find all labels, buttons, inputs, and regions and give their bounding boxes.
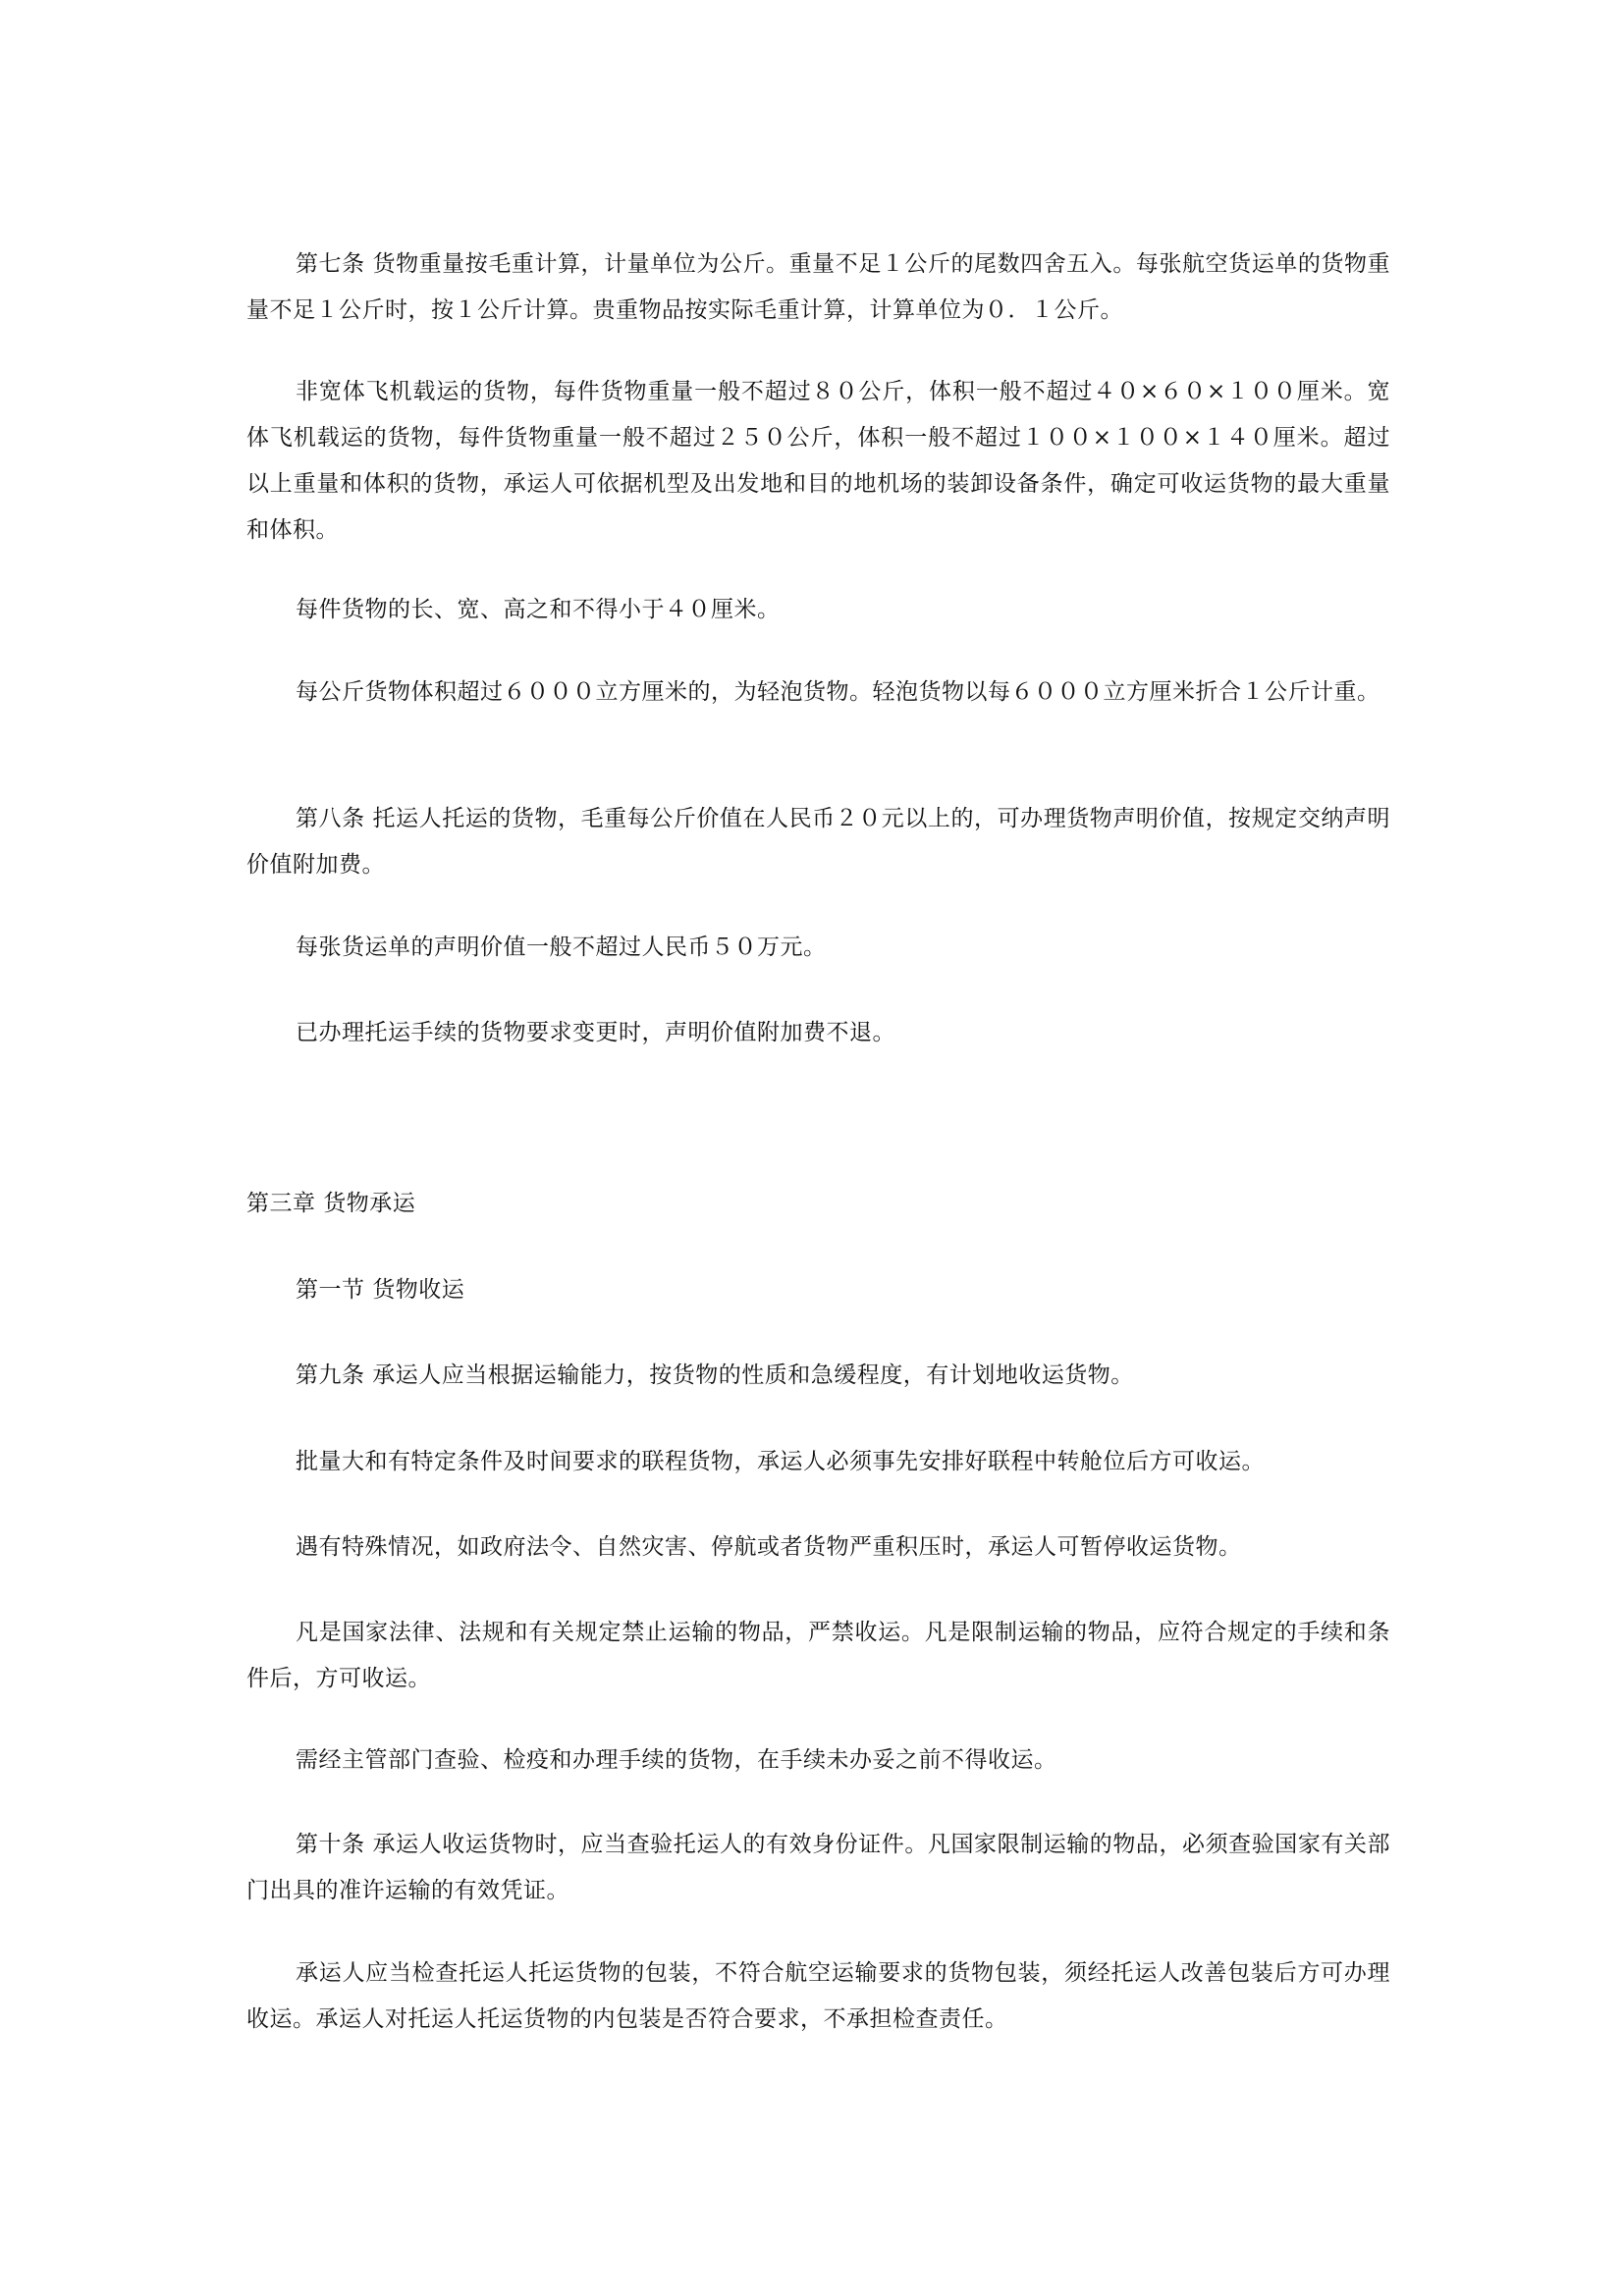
paragraph-article-8: 第八条 托运人托运的货物，毛重每公斤价值在人民币２０元以上的，可办理货物声明价值，按规定交纳声明价值附加费。 — [246, 806, 1390, 878]
paragraph-declared-value-limit: 每张货运单的声明价值一般不超过人民币５０万元。 — [296, 934, 827, 960]
paragraph-article-10: 第十条 承运人收运货物时，应当查验托运人的有效身份证件。凡国家限制运输的物品，必须查验国家有关部门出具的准许运输的有效凭证。 — [246, 1832, 1390, 1903]
paragraph-min-dimensions: 每件货物的长、宽、高之和不得小于４０厘米。 — [296, 597, 781, 622]
paragraph-prohibited-items: 凡是国家法律、法规和有关规定禁止运输的物品，严禁收运。凡是限制运输的物品，应符合规定的手续和条件后，方可收运。 — [246, 1620, 1390, 1691]
paragraph-article-7: 第七条 货物重量按毛重计算，计量单位为公斤。重量不足１公斤的尾数四舍五入。每张航空货运单的货物重量不足１公斤时，按１公斤计算。贵重物品按实际毛重计算，计算单位为０．１公斤。 — [246, 251, 1390, 323]
paragraph-surcharge-nonrefundable: 已办理托运手续的货物要求变更时，声明价值附加费不退。 — [296, 1020, 895, 1045]
paragraph-connecting-cargo: 批量大和有特定条件及时间要求的联程货物，承运人必须事先安排好联程中转舱位后方可收运。 — [296, 1449, 1265, 1474]
paragraph-packaging: 承运人应当检查托运人托运货物的包装，不符合航空运输要求的货物包装，须经托运人改善包装后方可办理收运。承运人对托运人托运货物的内包装是否符合要求，不承担检查责任。 — [246, 1960, 1390, 2032]
paragraph-inspection: 需经主管部门查验、检疫和办理手续的货物，在手续未办妥之前不得收运。 — [296, 1747, 1057, 1773]
chapter-heading: 第三章 货物承运 — [246, 1191, 416, 1216]
paragraph-size-limits: 非宽体飞机载运的货物，每件货物重量一般不超过８０公斤，体积一般不超过４０×６０×１００厘米。宽体飞机载运的货物，每件货物重量一般不超过２５０公斤，体积一般不超过１００×１００×１４０厘米。超过以上重量和体积的货物，承运人可依据机型及出发地和目的地机场的装卸设备条件，确定可收运货物的最大重量和体积。 — [246, 379, 1390, 543]
section-heading: 第一节 货物收运 — [296, 1277, 465, 1303]
paragraph-light-cargo: 每公斤货物体积超过６０００立方厘米的，为轻泡货物。轻泡货物以每６０００立方厘米折合１公斤计重。 — [296, 679, 1380, 705]
paragraph-suspension: 遇有特殊情况，如政府法令、自然灾害、停航或者货物严重积压时，承运人可暂停收运货物。 — [296, 1534, 1242, 1560]
paragraph-article-9: 第九条 承运人应当根据运输能力，按货物的性质和急缓程度，有计划地收运货物。 — [296, 1362, 1134, 1388]
